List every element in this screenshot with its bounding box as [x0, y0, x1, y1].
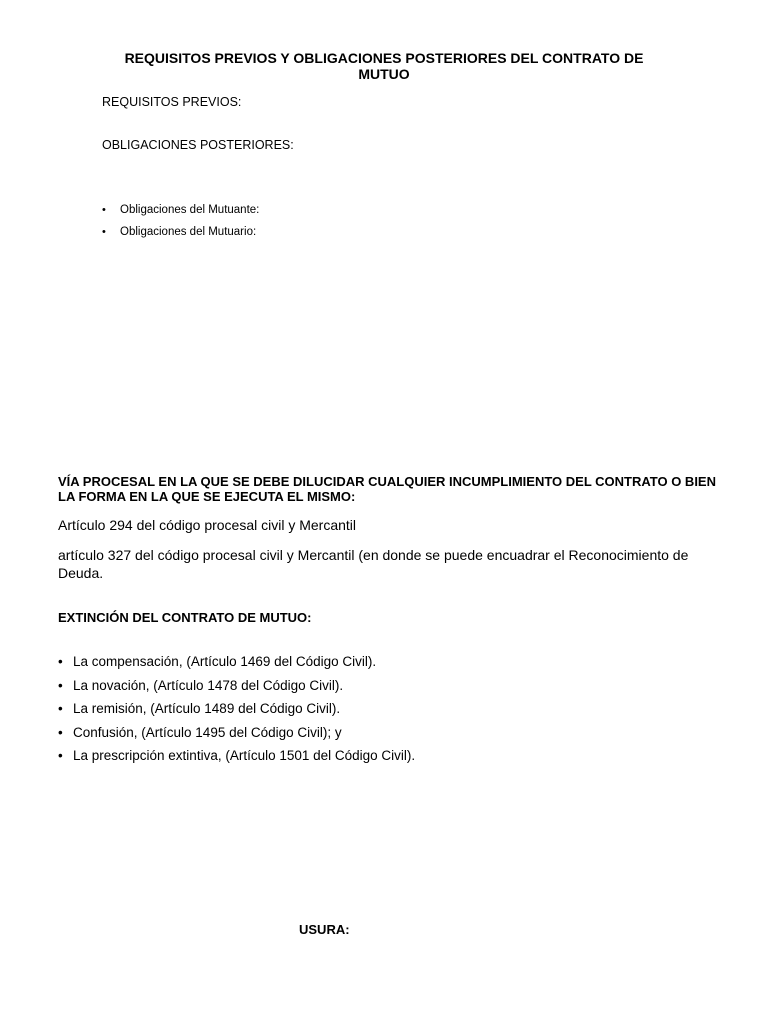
- list-item: [58, 725, 718, 749]
- bullet-icon: •: [58, 654, 63, 669]
- bullet-icon: •: [58, 677, 63, 693]
- list-item: [58, 748, 718, 772]
- extincion-item-label: La novación, (Artículo 1478 del Código Civil).: [73, 677, 344, 693]
- list-item: [102, 203, 502, 225]
- obligaciones-item-label: Obligaciones del Mutuante:: [120, 204, 260, 216]
- list-item: [58, 654, 718, 678]
- extincion-item-label: Confusión, (Artículo 1495 del Código Civil); y: [73, 724, 342, 740]
- usura-heading: USURA:: [299, 922, 350, 937]
- bullet-icon: •: [58, 724, 63, 740]
- articulo-294-text: Artículo 294 del código procesal civil y Mercantil: [58, 517, 357, 533]
- list-item: [58, 678, 718, 702]
- extincion-item-label: La remisión, (Artículo 1489 del Código Civil).: [73, 701, 341, 716]
- bullet-icon: •: [58, 701, 63, 716]
- list-item: [58, 701, 718, 725]
- obligaciones-item-label: Obligaciones del Mutuario:: [120, 226, 257, 238]
- via-procesal-heading: VÍA PROCESAL EN LA QUE SE DEBE DILUCIDAR CUALQUIER INCUMPLIMIENTO DEL CONTRATO O BIEN LA FORMA EN LA QUE SE EJECUTA EL MISMO:: [58, 474, 716, 504]
- document-title: REQUISITOS PREVIOS Y OBLIGACIONES POSTERIORES DEL CONTRATO DE MUTUO: [124, 50, 644, 82]
- extincion-heading: EXTINCIÓN DEL CONTRATO DE MUTUO:: [58, 610, 312, 625]
- bullet-icon: •: [58, 748, 63, 763]
- bullet-icon: •: [102, 226, 106, 238]
- extincion-item-label: La prescripción extintiva, (Artículo 1501 del Código Civil).: [73, 748, 416, 763]
- obligaciones-posteriores-label: OBLIGACIONES POSTERIORES:: [102, 138, 294, 152]
- articulo-327-text: artículo 327 del código procesal civil y Mercantil (en donde se puede encuadrar el Reconocimiento de Deuda.: [58, 547, 689, 581]
- requisitos-previos-label: REQUISITOS PREVIOS:: [102, 95, 242, 109]
- obligaciones-list: [102, 203, 502, 247]
- bullet-icon: •: [102, 204, 106, 216]
- list-item: [102, 225, 502, 247]
- extincion-item-label: La compensación, (Artículo 1469 del Código Civil).: [73, 654, 377, 669]
- extincion-list: [58, 654, 718, 772]
